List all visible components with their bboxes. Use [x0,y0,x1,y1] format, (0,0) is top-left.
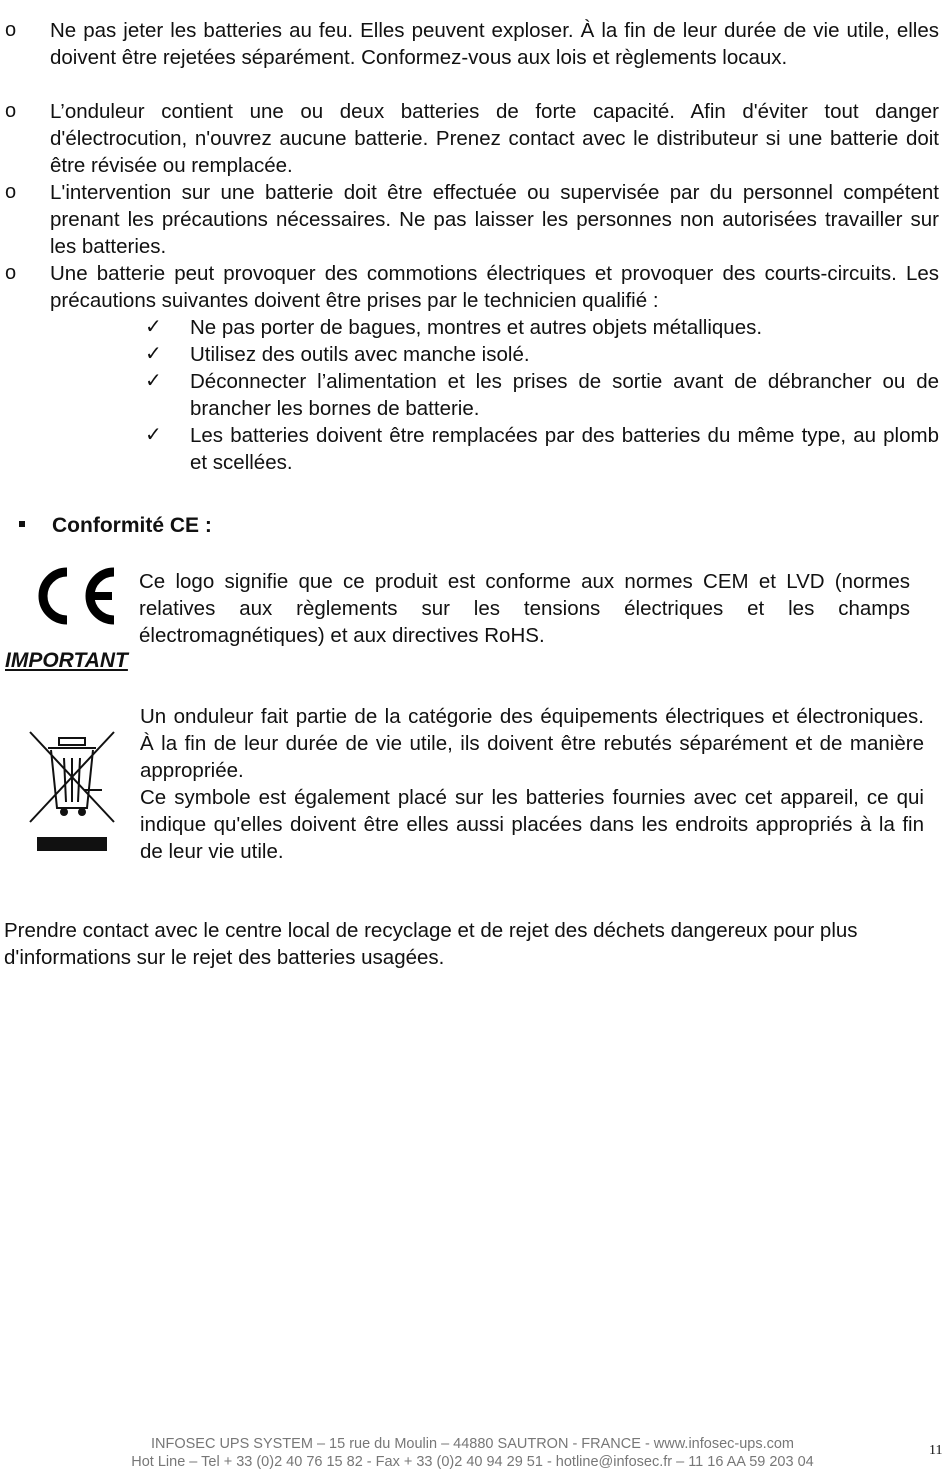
important-paragraph-1: Un onduleur fait partie de la catégorie des équipements électriques et électroniques. À la fin de leur durée de vie utile, ils doivent être rebutés séparément et de manière appropriée. [140,705,924,782]
checklist-item: Déconnecter l’alimentation et les prises de sortie avant de débrancher ou de brancher les bornes de batterie. [190,370,939,420]
ce-description: Ce logo signifie que ce produit est conforme aux normes CEM et LVD (normes relatives aux règlements sur les tensions électriques et les champs électromagnétiques) et aux directives RoHS. [139,570,910,647]
check-icon: ✓ [145,343,162,365]
bullet-marker: o [5,262,17,284]
weee-bin-icon [26,728,118,856]
important-label: IMPORTANT [5,649,128,672]
bullet-text: Une batterie peut provoquer des commotions électriques et provoquer des courts-circuits. Les précautions suivantes doivent être prises par le technicien qualifié : [50,262,939,312]
footer-address: INFOSEC UPS SYSTEM – 15 rue du Moulin – 44880 SAUTRON - FRANCE - www.infosec-ups.com [150,1436,795,1452]
bullet-marker: o [5,100,17,122]
checklist-item: Ne pas porter de bagues, montres et autres objets métalliques. [190,316,763,339]
check-icon: ✓ [145,424,162,446]
page-number: 11 [929,1443,943,1458]
square-bullet-icon [19,521,25,527]
bullet-text: L'intervention sur une batterie doit être effectuée ou supervisée par du personnel compétent prenant les précautions nécessaires. Ne pas laisser les personnes non autorisées travailler sur les batteries. [50,181,939,258]
check-icon: ✓ [145,316,162,338]
ce-logo-icon [28,562,120,630]
check-icon: ✓ [145,370,162,392]
bullet-marker: o [5,181,17,203]
footer-contact: Hot Line – Tel + 33 (0)2 40 76 15 82 - Fax + 33 (0)2 40 94 29 51 - hotline@infosec.fr – 11 16 AA 59 203 04 [131,1454,814,1470]
checklist-item: Les batteries doivent être remplacées par des batteries du même type, au plomb et scellées. [190,424,939,474]
bullet-text: L’onduleur contient une ou deux batteries de forte capacité. Afin d'éviter tout danger d'électrocution, n'ouvrez aucune batterie. Prenez contact avec le distributeur si une batterie doit être révisée ou remplacée. [50,100,939,177]
bullet-marker: o [5,19,17,41]
important-paragraph-2: Ce symbole est également placé sur les batteries fournies avec cet appareil, ce qui indique qu'elles doivent être elles aussi placées dans les endroits appropriés à la fin de leur vie utile. [140,786,924,863]
bullet-text: Ne pas jeter les batteries au feu. Elles peuvent exploser. À la fin de leur durée de vie utile, elles doivent être rejetées séparément. Conformez-vous aux lois et règlements locaux. [50,19,939,69]
section-heading-ce: Conformité CE : [52,514,212,537]
recycling-note: Prendre contact avec le centre local de recyclage et de rejet des déchets dangereux pour plus d'informations sur le rejet des batteries usagées. [4,919,858,969]
checklist-item: Utilisez des outils avec manche isolé. [190,343,530,366]
